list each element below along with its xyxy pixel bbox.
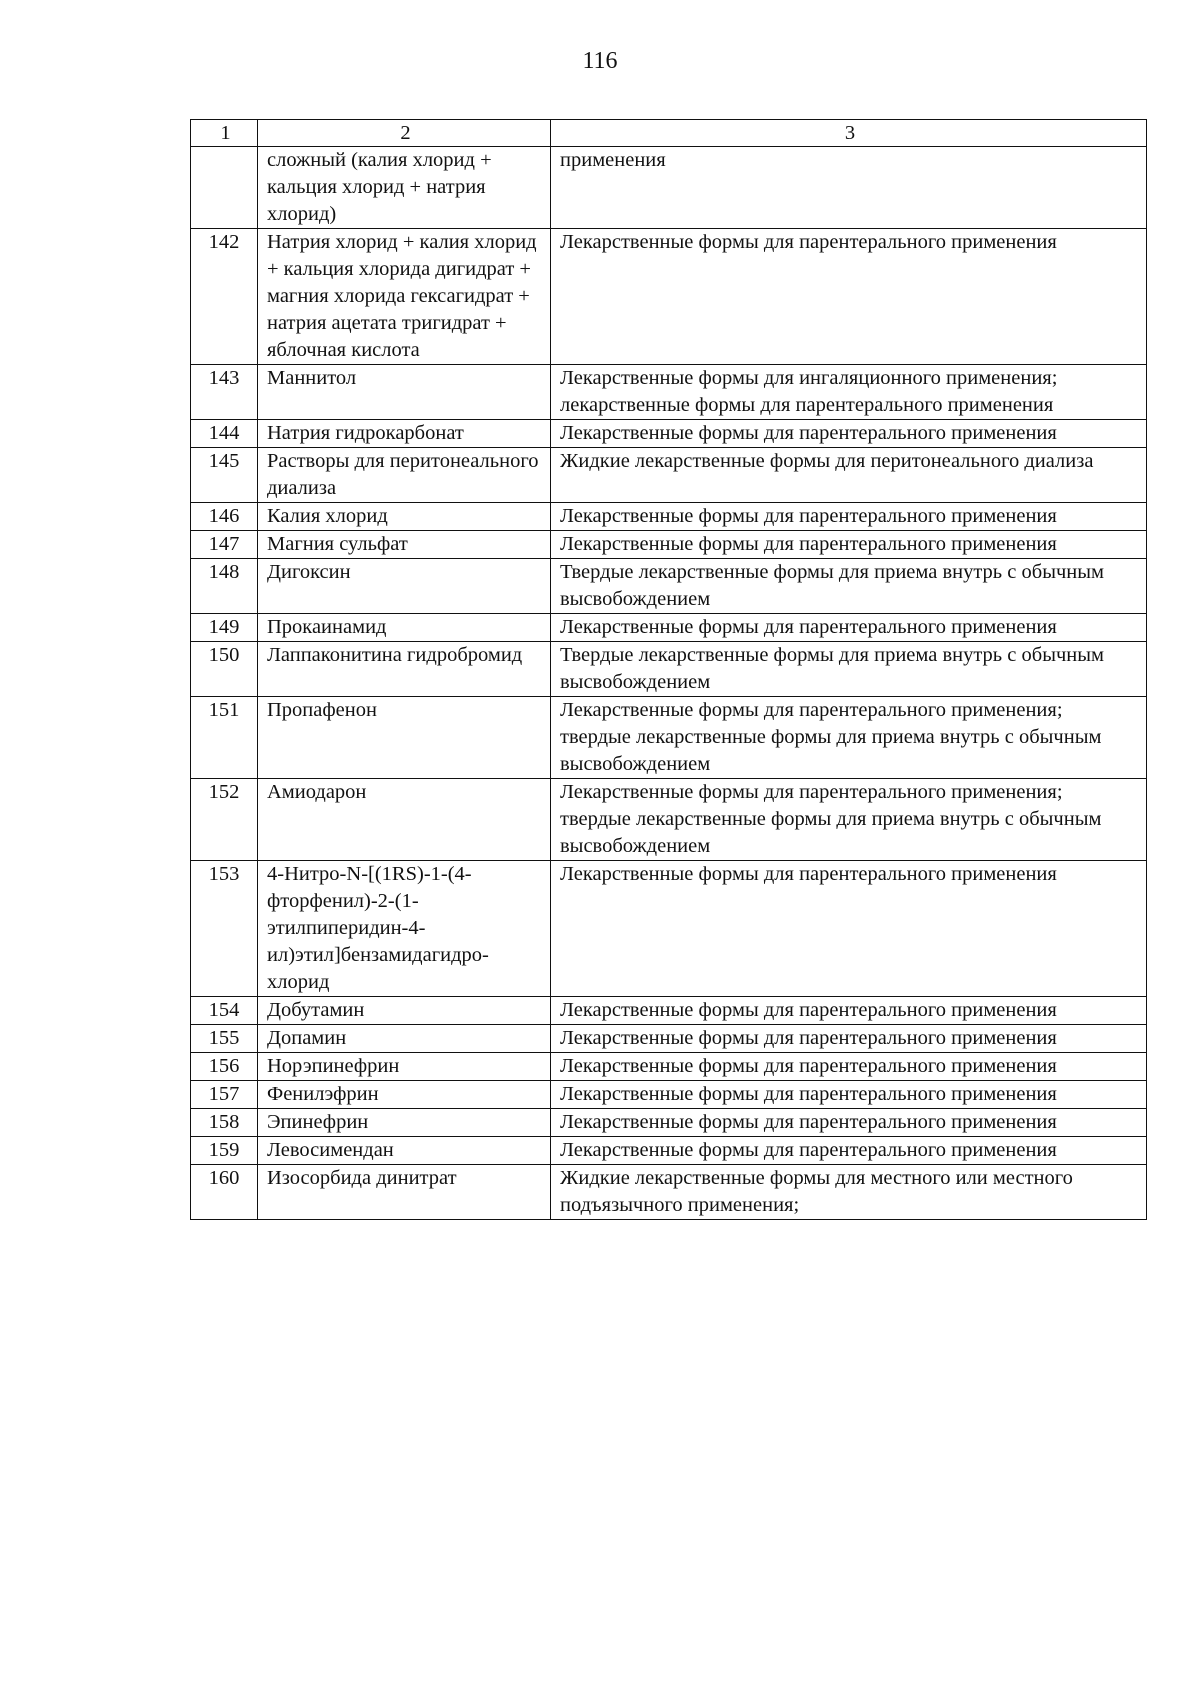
drug-name: Лаппаконитина гидробромид: [258, 642, 551, 697]
dosage-form: Твердые лекарственные формы для приема внутрь с обычным высвобождением: [551, 559, 1147, 614]
row-number: 149: [191, 614, 258, 642]
drug-name: Маннитол: [258, 365, 551, 420]
drug-name: Амиодарон: [258, 779, 551, 861]
dosage-form: Лекарственные формы для парентерального применения; твердые лекарственные формы для приема внутрь с обычным высвобождением: [551, 697, 1147, 779]
table-row: [191, 559, 1147, 614]
dosage-form: Лекарственные формы для парентерального применения; твердые лекарственные формы для приема внутрь с обычным высвобождением: [551, 779, 1147, 861]
dosage-form: Лекарственные формы для парентерального применения: [551, 420, 1147, 448]
row-number: 142: [191, 229, 258, 365]
dosage-form: Лекарственные формы для парентерального применения: [551, 997, 1147, 1025]
dosage-form: Лекарственные формы для ингаляционного применения; лекарственные формы для парентерального применения: [551, 365, 1147, 420]
table-row: [191, 229, 1147, 365]
table-row: [191, 1053, 1147, 1081]
drug-table: [190, 119, 1147, 1220]
table-row: [191, 1081, 1147, 1109]
row-number: 146: [191, 503, 258, 531]
page-number: 116: [582, 48, 618, 74]
row-number: 151: [191, 697, 258, 779]
row-number: 157: [191, 1081, 258, 1109]
table-row: [191, 531, 1147, 559]
header-col-1: 1: [191, 120, 258, 147]
drug-name: Дигоксин: [258, 559, 551, 614]
table-row: [191, 365, 1147, 420]
row-number: 159: [191, 1137, 258, 1165]
table-row: [191, 861, 1147, 997]
dosage-form: Жидкие лекарственные формы для местного или местного подъязычного применения;: [551, 1165, 1147, 1220]
table-header: [191, 120, 1147, 147]
drug-name: Натрия гидрокарбонат: [258, 420, 551, 448]
table-row: [191, 1109, 1147, 1137]
drug-name: Фенилэфрин: [258, 1081, 551, 1109]
dosage-form: Лекарственные формы для парентерального применения: [551, 1053, 1147, 1081]
row-number: 147: [191, 531, 258, 559]
table-row: [191, 1165, 1147, 1220]
drug-name: Пропафенон: [258, 697, 551, 779]
drug-name: Допамин: [258, 1025, 551, 1053]
drug-name: Норэпинефрин: [258, 1053, 551, 1081]
row-number: 150: [191, 642, 258, 697]
row-number: 152: [191, 779, 258, 861]
table-body: [191, 147, 1147, 1220]
dosage-form: Лекарственные формы для парентерального применения: [551, 1081, 1147, 1109]
table-row: [191, 420, 1147, 448]
dosage-form: Лекарственные формы для парентерального применения: [551, 503, 1147, 531]
row-number: 154: [191, 997, 258, 1025]
dosage-form: Лекарственные формы для парентерального применения: [551, 1109, 1147, 1137]
dosage-form: применения: [551, 147, 1147, 229]
drug-name: Растворы для перитонеального диализа: [258, 448, 551, 503]
header-col-3: 3: [551, 120, 1147, 147]
row-number: [191, 147, 258, 229]
drug-name: сложный (калия хлорид + кальция хлорид + натрия хлорид): [258, 147, 551, 229]
drug-name: Добутамин: [258, 997, 551, 1025]
row-number: 153: [191, 861, 258, 997]
table-row: [191, 614, 1147, 642]
dosage-form: Лекарственные формы для парентерального применения: [551, 1025, 1147, 1053]
table-row: [191, 1137, 1147, 1165]
drug-name: Натрия хлорид + калия хлорид + кальция хлорида дигидрат + магния хлорида гексагидрат + натрия ацетата тригидрат + яблочная кислота: [258, 229, 551, 365]
dosage-form: Лекарственные формы для парентерального применения: [551, 1137, 1147, 1165]
dosage-form: Жидкие лекарственные формы для перитонеального диализа: [551, 448, 1147, 503]
header-row: [191, 120, 1147, 147]
dosage-form: Лекарственные формы для парентерального применения: [551, 861, 1147, 997]
row-number: 143: [191, 365, 258, 420]
row-number: 160: [191, 1165, 258, 1220]
table-row: [191, 779, 1147, 861]
row-number: 145: [191, 448, 258, 503]
drug-name: Калия хлорид: [258, 503, 551, 531]
table-row: [191, 503, 1147, 531]
drug-name: Эпинефрин: [258, 1109, 551, 1137]
drug-name: 4-Нитро-N-[(1RS)-1-(4-фторфенил)-2-(1-этилпиперидин-4-ил)этил]бензамидагидро-хлорид: [258, 861, 551, 997]
dosage-form: Лекарственные формы для парентерального применения: [551, 229, 1147, 365]
table-row: [191, 147, 1147, 229]
table-row: [191, 448, 1147, 503]
header-col-2: 2: [258, 120, 551, 147]
row-number: 155: [191, 1025, 258, 1053]
table-row: [191, 1025, 1147, 1053]
row-number: 144: [191, 420, 258, 448]
dosage-form: Лекарственные формы для парентерального применения: [551, 531, 1147, 559]
drug-name: Изосорбида динитрат: [258, 1165, 551, 1220]
drug-name: Левосимендан: [258, 1137, 551, 1165]
row-number: 156: [191, 1053, 258, 1081]
table-row: [191, 997, 1147, 1025]
dosage-form: Лекарственные формы для парентерального применения: [551, 614, 1147, 642]
dosage-form: Твердые лекарственные формы для приема внутрь с обычным высвобождением: [551, 642, 1147, 697]
drug-name: Магния сульфат: [258, 531, 551, 559]
table-row: [191, 642, 1147, 697]
row-number: 148: [191, 559, 258, 614]
drug-name: Прокаинамид: [258, 614, 551, 642]
row-number: 158: [191, 1109, 258, 1137]
table-row: [191, 697, 1147, 779]
